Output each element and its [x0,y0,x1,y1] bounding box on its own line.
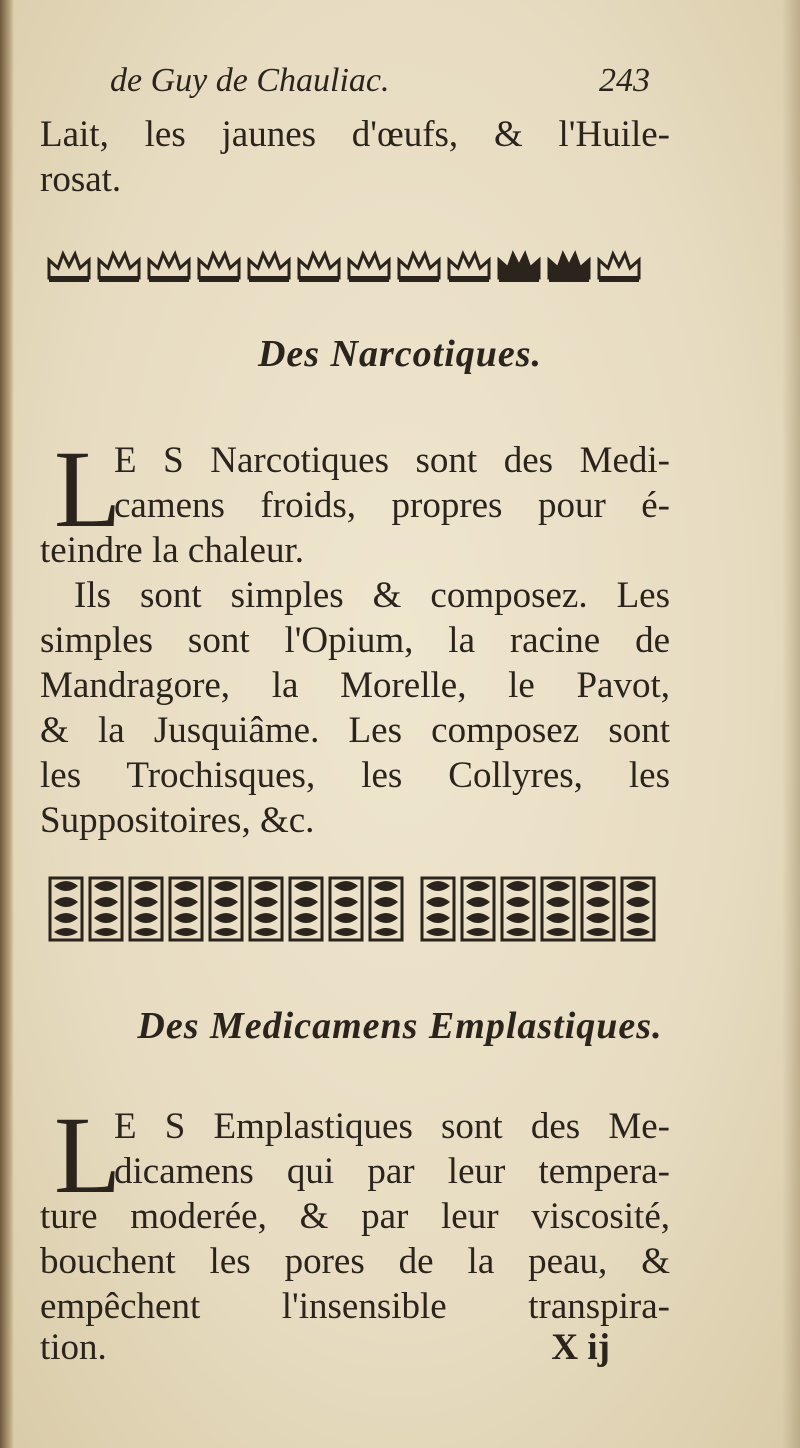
intro-paragraph [40,112,670,202]
text-line: simples sont l'Opium, la racine de [40,620,670,661]
fleuron-ornament-band [48,874,660,944]
narcotiques-paragraph [40,428,670,843]
signature-mark: X ij [551,1327,610,1368]
crown-icon [496,248,542,284]
final-text-line: tion. [40,1327,107,1368]
text-line: E S Emplastiques sont des Me- [114,1106,670,1147]
drop-cap-letter: L [54,428,122,550]
text-line: E S Narcotiques sont des Medi- [114,440,670,481]
text-line: les Trochisques, les Collyres, les [40,755,670,796]
crown-ornament-band [46,246,642,286]
text-line: bouchent les pores de la peau, & [40,1241,670,1282]
text-line: Suppositoires, &c. [40,800,315,841]
page-edge-shadow [782,0,800,1448]
crown-icon [446,248,492,284]
running-title: de Guy de Chauliac. [110,62,390,99]
text-line: camens froids, propres pour é- [114,485,670,526]
text-line: Lait, les jaunes d'œufs, & l'Huile- [40,114,670,155]
crown-icon [396,248,442,284]
book-spine-shadow [0,0,14,1448]
crown-icon [146,248,192,284]
emplastiques-paragraph [40,1094,670,1329]
crown-icon [346,248,392,284]
drop-cap-letter: L [54,1094,122,1216]
crown-icon [96,248,142,284]
page-footer [40,1326,670,1369]
text-line: teindre la chaleur. [40,530,305,571]
text-line: dicamens qui par leur tempera- [114,1151,670,1192]
crown-icon [546,248,592,284]
text-line: empêchent l'insensible transpira- [40,1286,670,1327]
section-title-narcotiques: Des Narcotiques. [257,333,543,375]
text-line: Ils sont simples & composez. Les [74,575,670,616]
crown-icon [196,248,242,284]
text-line: rosat. [40,159,122,200]
text-line: ture moderée, & par leur viscosité, [40,1196,670,1237]
section-title-emplastiques: Des Medicamens Emplastiques. [137,1005,663,1047]
crown-icon [596,248,642,284]
crown-icon [46,248,92,284]
crown-icon [246,248,292,284]
text-line: & la Jusquiâme. Les composez sont [40,710,670,751]
page-number: 243 [599,62,650,99]
crown-icon [296,248,342,284]
text-line: Mandragore, la Morelle, le Pavot, [40,665,670,706]
running-header [110,62,650,100]
